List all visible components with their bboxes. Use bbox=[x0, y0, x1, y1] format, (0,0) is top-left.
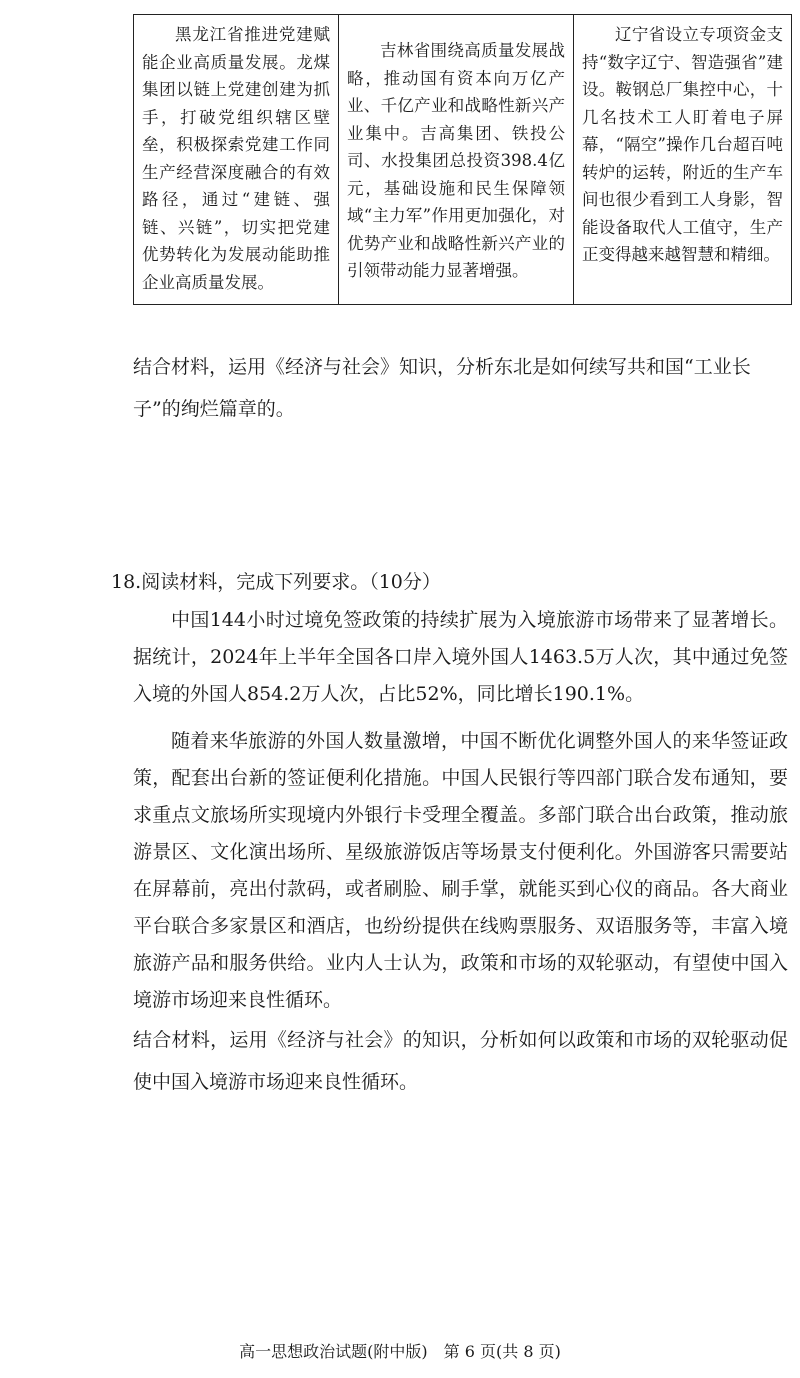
heilongjiang-cell bbox=[134, 15, 339, 305]
question-18-paragraph-2: 随着来华旅游的外国人数量激增，中国不断优化调整外国人的来华签证政策，配套出台新的签证便利化措施。中国人民银行等四部门联合发布通知，要求重点文旅场所实现境内外银行卡受理全覆盖。多部门联合出台政策，推动旅游景区、文化演出场所、星级旅游饭店等场景支付便利化。外国游客只需要站在屏幕前，亮出付款码，或者刷脸、刷手掌，就能买到心仪的商品。各大商业平台联合多家景区和酒店，也纷纷提供在线购票服务、双语服务等，丰富入境旅游产品和服务供给。业内人士认为，政策和市场的双轮驱动，有望使中国入境游市场迎来良性循环。 bbox=[133, 730, 788, 1011]
material-table bbox=[133, 14, 792, 305]
question-17-prompt: 结合材料，运用《经济与社会》知识，分析东北是如何续写共和国“工业长子”的绚烂篇章的。 bbox=[133, 356, 751, 420]
question-18-heading: 18.阅读材料，完成下列要求。（10分） bbox=[111, 571, 441, 593]
page-footer: 高一思想政治试题(附中版) 第 6 页(共 8 页) bbox=[239, 1342, 561, 1361]
liaoning-cell bbox=[574, 15, 792, 305]
question-18-paragraph-1: 中国144小时过境免签政策的持续扩展为入境旅游市场带来了显著增长。据统计，2024年上半年全国各口岸入境外国人1463.5万人次，其中通过免签入境的外国人854.2万人次，占比52%，同比增长190.1%。 bbox=[133, 609, 788, 705]
heilongjiang-text: 黑龙江省推进党建赋能企业高质量发展。龙煤集团以链上党建创建为抓手，打破党组织辖区壁垒，积极探索党建工作同生产经营深度融合的有效路径，通过“建链、强链、兴链”，切实把党建优势转化为发展动能助推企业高质量发展。 bbox=[142, 25, 330, 292]
question-18 bbox=[111, 566, 788, 1103]
material-table-row bbox=[134, 15, 792, 305]
question-18-prompt: 结合材料，运用《经济与社会》的知识，分析如何以政策和市场的双轮驱动促使中国入境游市场迎来良性循环。 bbox=[133, 1029, 788, 1093]
liaoning-text: 辽宁省设立专项资金支持“数字辽宁、智造强省”建设。鞍钢总厂集控中心，十几名技术工人盯着电子屏幕，“隔空”操作几台超百吨转炉的运转，附近的生产车间也很少看到工人身影，智能设备取代人工值守，生产正变得越来越智慧和精细。 bbox=[582, 25, 783, 264]
jilin-cell bbox=[339, 15, 574, 305]
jilin-text: 吉林省围绕高质量发展战略，推动国有资本向万亿产业、千亿产业和战略性新兴产业集中。吉高集团、铁投公司、水投集团总投资398.4亿元，基础设施和民生保障领域“主力军”作用更加强化，对优势产业和战略性新兴产业的引领带动能力显著增强。 bbox=[347, 41, 565, 280]
